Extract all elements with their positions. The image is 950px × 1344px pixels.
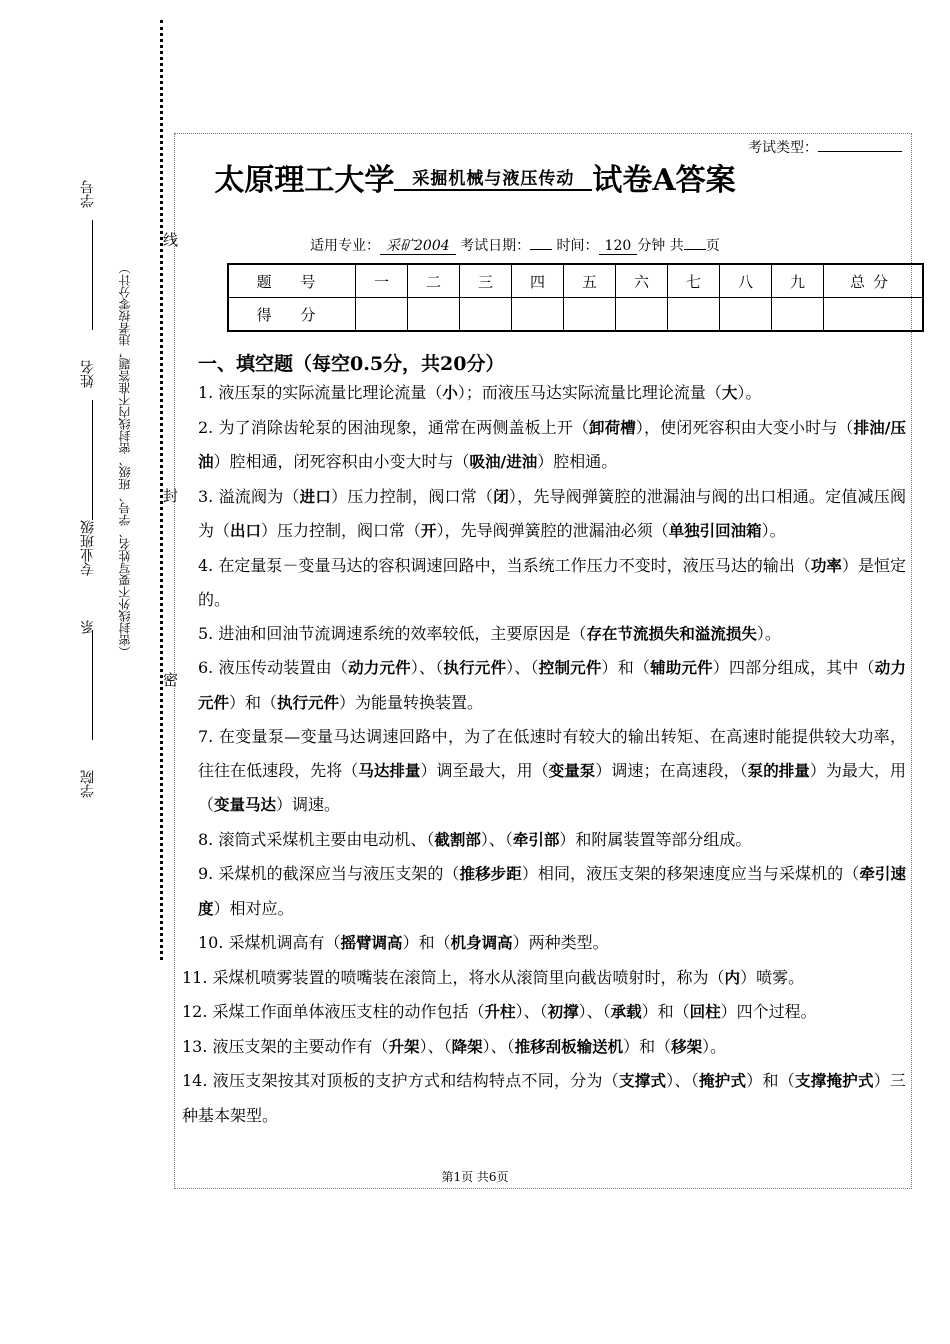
question-text: ）、（: [410, 658, 444, 677]
answer-text: 摇臂调高: [340, 934, 403, 952]
question-text: ）和（: [746, 1071, 795, 1090]
question-text: ）调速。: [276, 795, 341, 814]
score-cell[interactable]: [668, 298, 720, 332]
question-text: 8. 滚筒式采煤机主要由电动机、（: [198, 829, 435, 849]
answer-text: 升柱: [484, 1003, 516, 1021]
question-text: ）四个过程。: [720, 1002, 817, 1021]
question-item: [182, 720, 906, 823]
answer-text: 功率: [810, 556, 842, 575]
time-value: 120: [599, 238, 638, 255]
question-text: ）、（: [666, 1071, 699, 1090]
question-text: 2. 为了消除齿轮泵的困油现象，通常在两侧盖板上开（: [198, 417, 590, 437]
section-1-title: 一、填空题（每空0.5分，共20分）: [198, 353, 505, 375]
question-text: 11. 采煤机喷雾装置的喷嘴装在滚筒上，将水从滚筒里向截齿喷射时，称为（: [182, 967, 725, 987]
seal-char-feng: 封: [161, 488, 179, 503]
seal-char-mi: 密: [161, 672, 179, 687]
question-item: [182, 617, 906, 652]
major-value: 采矿2004: [380, 238, 456, 255]
question-text: 5. 进油和回油节流调速系统的效率较低，主要原因是（: [198, 623, 587, 643]
course-name: 采掘机械与液压传动: [394, 164, 592, 191]
question-item: [182, 480, 906, 549]
answer-text: 降架: [451, 1037, 483, 1056]
time-label: 时间：: [556, 238, 599, 254]
col-5: 五: [564, 264, 616, 298]
answer-text: 泵的排量: [747, 761, 810, 780]
answer-text: 牵引部: [512, 830, 560, 849]
answer-text: 进口: [299, 487, 332, 506]
question-text: ）和（: [623, 1036, 672, 1056]
xueyuan-label: 学院: [80, 770, 96, 798]
score-cell[interactable]: [772, 298, 824, 332]
question-text: ）和（: [402, 933, 451, 952]
col-4: 四: [512, 264, 564, 298]
answer-text: 升架: [388, 1037, 420, 1056]
answer-text: 掩护式: [698, 1072, 747, 1090]
question-item: [182, 1064, 906, 1132]
question-item: [182, 857, 906, 926]
question-item: [182, 926, 906, 961]
question-text: ）喷雾。: [740, 967, 805, 987]
answer-text: 执行元件: [277, 693, 340, 712]
xuehao-blank: [92, 220, 93, 330]
exam-type: [748, 137, 902, 157]
question-text: 9. 采煤机的截深应当与液压支架的（: [198, 864, 460, 883]
answer-text: 初撑: [547, 1003, 579, 1021]
paper-label: 试卷A答案: [592, 163, 736, 198]
exam-meta: [310, 235, 720, 255]
answer-text: 机身调高: [450, 934, 513, 952]
answer-text: 推移步距: [459, 865, 522, 883]
question-text: ）调至最大，用（: [420, 760, 549, 780]
date-label: 考试日期：: [460, 238, 531, 254]
col-2: 二: [408, 264, 460, 298]
answer-text: 单独引回油箱: [668, 522, 762, 540]
question-item: [182, 995, 906, 1030]
question-text: ）。: [702, 1036, 727, 1056]
score-cell[interactable]: [512, 298, 564, 332]
score-label: 得 分: [228, 298, 356, 332]
question-text: ），先导阀弹簧腔的泄漏油必须（: [436, 521, 669, 540]
question-text: ）、（: [506, 658, 539, 677]
answer-text: 控制元件: [538, 659, 602, 677]
score-table: [227, 263, 924, 332]
question-text: ）和（: [641, 1002, 690, 1021]
score-table-score-row: [228, 298, 923, 332]
answer-text: 回柱: [689, 1003, 721, 1021]
question-text: ）调速；在高速段，（: [595, 760, 748, 780]
exam-type-blank[interactable]: [818, 151, 902, 152]
question-number-label: 题 号: [228, 264, 356, 298]
question-text: ）腔相通，闭死容积由小变大时与（: [213, 452, 470, 471]
answer-text: 内: [724, 968, 741, 987]
col-9: 九: [772, 264, 824, 298]
answer-text: 变量马达: [214, 796, 277, 814]
answer-text: 吸油/进油: [469, 453, 538, 471]
answer-text: 移架: [671, 1037, 703, 1056]
question-text: ）。: [761, 521, 786, 540]
question-text: ）。: [737, 383, 762, 402]
time-unit: 分钟: [637, 238, 666, 254]
student-info-fields: [78, 180, 104, 800]
question-text: ）、（: [578, 1002, 611, 1021]
answer-text: 动力元件: [198, 659, 906, 712]
answer-text: 支撑掩护式: [794, 1072, 874, 1090]
question-item: [182, 549, 906, 617]
col-8: 八: [720, 264, 772, 298]
question-text: 6. 液压传动装置由（: [198, 658, 349, 677]
answer-text: 闭: [493, 487, 509, 506]
page-footer: 第1页 共6页: [441, 1170, 509, 1184]
question-text: ）是恒定的。: [198, 555, 906, 609]
question-text: ）、（: [480, 829, 513, 849]
answer-text: 推移刮板输送机: [514, 1037, 624, 1056]
answer-text: 支撑式: [618, 1072, 667, 1090]
question-text: ）压力控制，阀口常（: [261, 521, 422, 540]
question-item: [182, 411, 906, 480]
question-text: ）、（: [419, 1036, 452, 1056]
score-cell[interactable]: [408, 298, 460, 332]
question-text: 14. 液压支架按其对顶板的支护方式和结构特点不同，分为（: [182, 1071, 619, 1090]
seal-note: （密封线外不要写姓名、学号、班级、密封线内不准答题，违者按零分计）: [118, 262, 132, 658]
xi-label: 系: [80, 620, 96, 634]
question-text: ）和（: [601, 658, 651, 677]
col-6: 六: [616, 264, 668, 298]
answer-text: 辅助元件: [650, 659, 713, 677]
question-text: ）腔相通。: [537, 452, 618, 471]
seal-char-xian: 线: [161, 232, 179, 247]
question-text: ）相同，液压支架的移架速度应当与采煤机的（: [521, 864, 860, 883]
question-text: ）四部分组成，其中（: [712, 658, 875, 677]
exam-type-label: 考试类型：: [748, 140, 818, 156]
col-1: 一: [356, 264, 408, 298]
col-3: 三: [460, 264, 512, 298]
answer-text: 大: [721, 384, 738, 402]
question-list: [182, 376, 906, 1132]
question-text: 4. 在定量泵－变量马达的容积调速回路中，当系统工作压力不变时，液压马达的输出（: [198, 555, 811, 575]
section-1: [182, 352, 906, 1132]
pages-label: 共: [669, 238, 684, 254]
score-cell[interactable]: [616, 298, 668, 332]
answer-text: 小: [442, 384, 458, 402]
score-cell[interactable]: [460, 298, 512, 332]
question-text: 1. 液压泵的实际流量比理论流量（: [198, 383, 443, 402]
question-item: [182, 823, 906, 858]
pages-blank: [684, 249, 706, 250]
question-text: ）相对应。: [213, 898, 294, 918]
score-cell[interactable]: [564, 298, 616, 332]
question-text: 12. 采煤工作面单体液压支柱的动作包括（: [182, 1002, 485, 1021]
question-text: 7. 在变量泵—变量马达调速回路中，为了在低速时有较大的输出转矩、在高速时能提供较大功率，往往在低速段，先将（: [198, 727, 906, 780]
answer-text: 马达排量: [358, 761, 421, 780]
xingming-blank: [92, 400, 93, 520]
xi-blank: [92, 630, 93, 740]
xuehao-label: 学号: [80, 180, 96, 208]
score-cell[interactable]: [720, 298, 772, 332]
question-item: [182, 1030, 906, 1065]
question-text: ）为能量转换装置。: [339, 692, 484, 712]
xingming-label: 姓名: [80, 360, 96, 388]
answer-text: 卸荷槽: [589, 418, 636, 437]
answer-text: 开: [421, 522, 437, 540]
answer-text: 存在节流损失和溢流损失: [586, 624, 757, 643]
question-text: 10. 采煤机调高有（: [198, 933, 341, 952]
question-text: ）为最大，用（: [198, 760, 906, 814]
page-title: [0, 155, 950, 199]
question-text: ）压力控制，阀口常（: [331, 486, 494, 506]
score-cell[interactable]: [356, 298, 408, 332]
question-text: ）三种基本架型。: [182, 1071, 906, 1125]
question-text: ）、（: [515, 1002, 548, 1021]
answer-text: 出口: [230, 522, 262, 540]
date-blank: [530, 249, 552, 250]
total-score-cell[interactable]: [824, 298, 924, 332]
major-label: 适用专业：: [310, 238, 380, 254]
answer-text: 变量泵: [548, 761, 596, 780]
answer-text: 动力元件: [348, 659, 411, 677]
question-text: ）和（: [229, 692, 278, 712]
answer-text: 承载: [610, 1003, 642, 1021]
school-name: 太原理工大学: [214, 163, 395, 198]
question-text: ），使闭死容积由大变小时与（: [635, 417, 854, 437]
answer-text: 排油/压油: [198, 418, 906, 471]
question-item: [182, 376, 906, 411]
zhuanye-label: 专业班级: [80, 520, 96, 576]
question-text: ），先导阀弹簧腔的泄漏油与阀的出口相通。定值减压阀为（: [198, 486, 906, 540]
question-text: ）两种类型。: [512, 933, 609, 952]
total-label: 总分: [824, 264, 924, 298]
question-text: 13. 液压支架的主要动作有（: [182, 1036, 389, 1056]
score-table-header-row: [228, 264, 923, 298]
question-item: [182, 651, 906, 720]
question-text: 3. 溢流阀为（: [198, 486, 300, 506]
pages-unit: 页: [705, 238, 720, 254]
question-text: ）；而液压马达实际流量比理论流量（: [457, 383, 722, 402]
answer-text: 牵引速度: [198, 865, 906, 918]
answer-text: 执行元件: [443, 659, 507, 677]
col-7: 七: [668, 264, 720, 298]
question-text: ）和附属装置等部分组成。: [559, 829, 752, 849]
question-text: ）。: [756, 623, 781, 643]
question-item: [182, 961, 906, 996]
question-text: ）、（: [482, 1036, 515, 1056]
answer-text: 截割部: [434, 830, 481, 849]
